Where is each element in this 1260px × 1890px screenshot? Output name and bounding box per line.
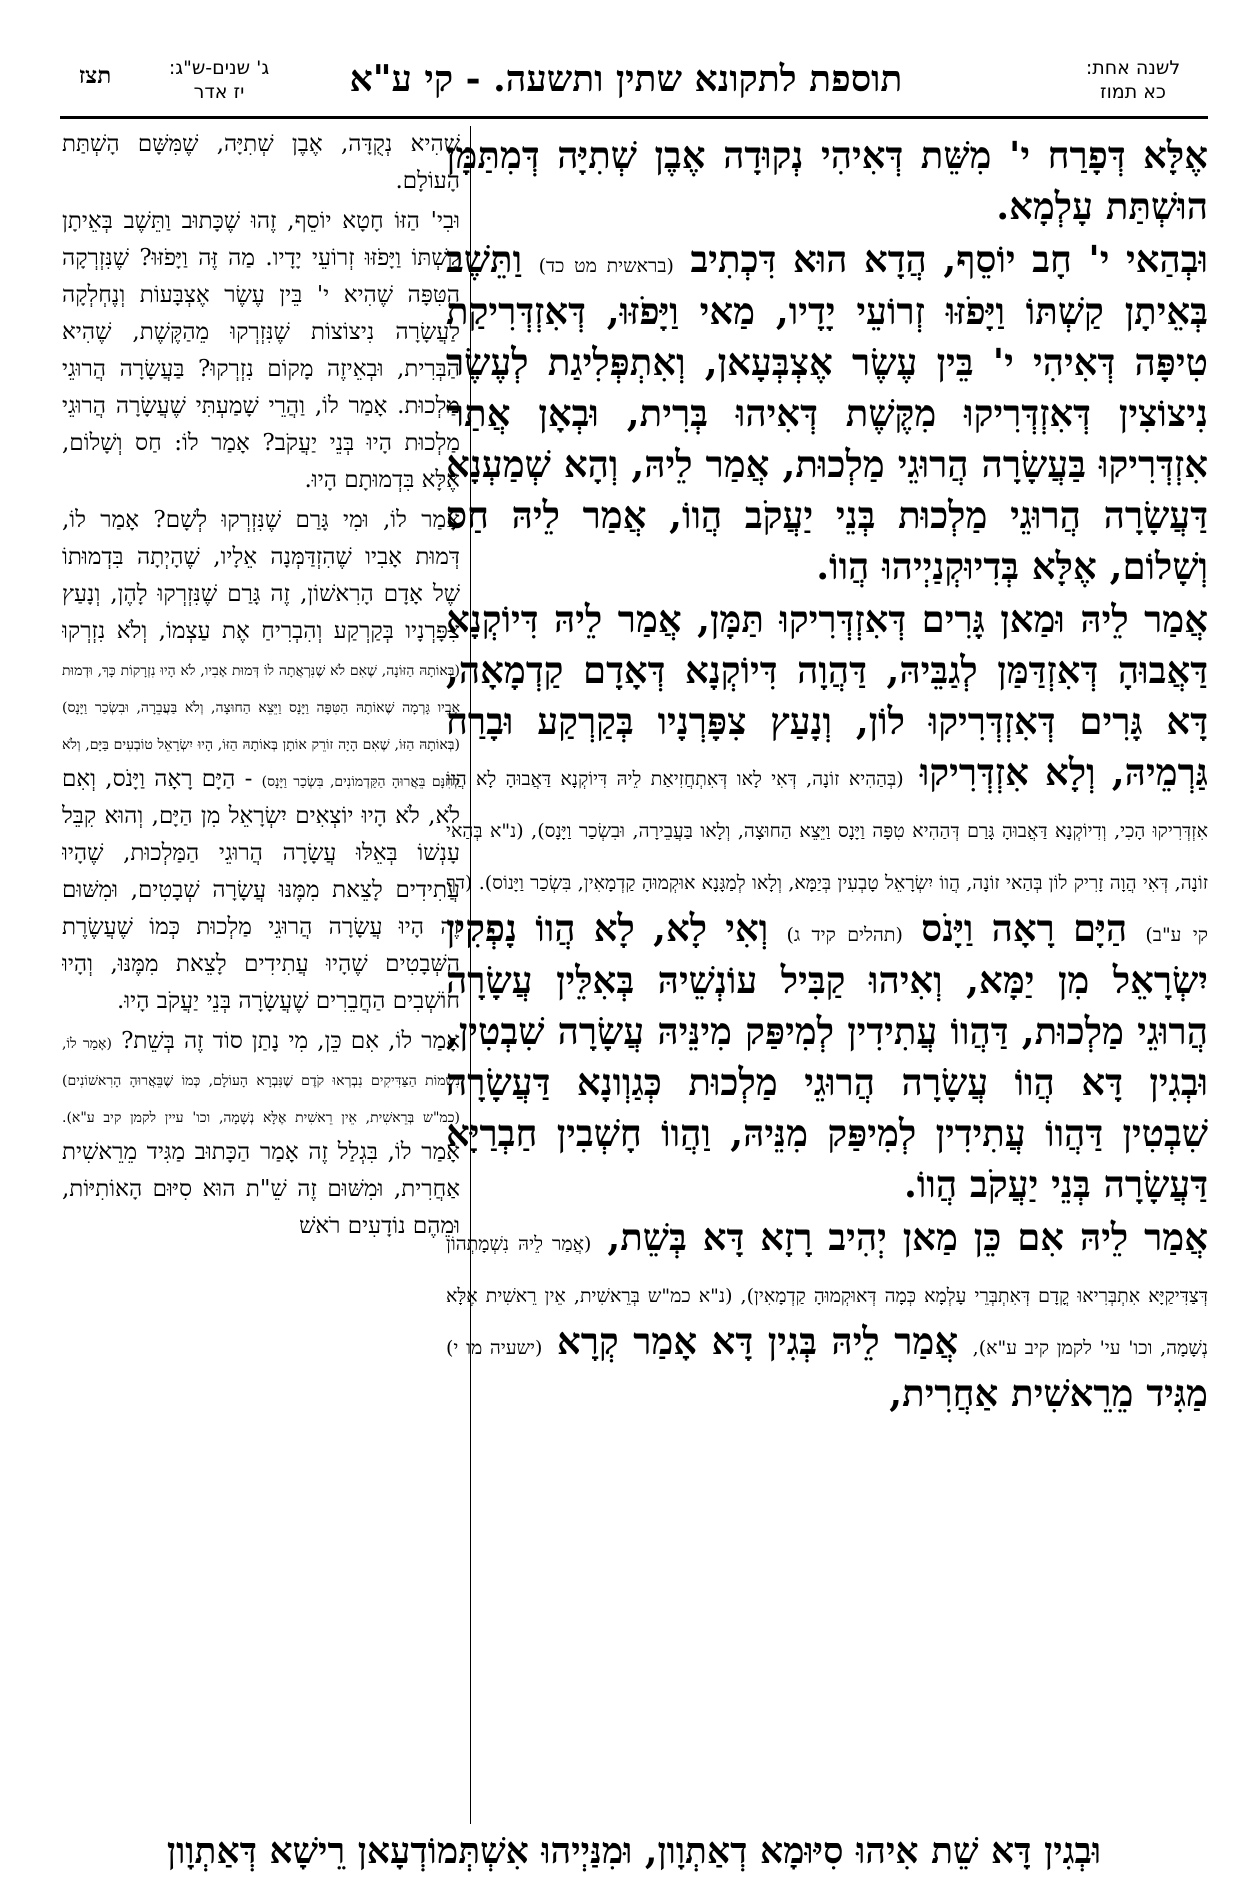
schedule-three-years-label: ג' שנים-ש"ג: [168, 57, 270, 79]
source-citation: (בראשית מט כד) [538, 255, 674, 277]
main-paragraph [446, 130, 1208, 232]
main-text: מַגִּיד מֵרֵאשִׁית אַחֲרִית, [889, 1371, 1208, 1415]
translation-note: (אָמַר לוֹ, נִשְׁמוֹת הַצַּדִּיקִים נִבְרְאוּ קֹדֶם שֶׁנִּבְרָא הָעוֹלָם, כְּמוֹ שֶׁבֵּאֲרוּהָ הָרִאשׁוֹנִים) (כמ"ש בְּרֵאשִׁית, אֵין רֵאשִׁית אֶלָּא נְשָׁמָה, וכו' עיין לקמן קיב ע"א). [62, 1036, 460, 1126]
main-text: אֲמַר לֵיהּ אִם כֵּן מַאן יְהִיב רָזָא דָּא בְּשֵׁת, [607, 1215, 1208, 1259]
translation-paragraph [62, 126, 460, 200]
translation-text: אָמַר לוֹ, וּמִי גָּרַם שֶׁנִּזְרְקוּ לְשָׁם? אָמַר לוֹ, דְּמוּת אָבִיו שֶׁהִזְדַּמְּנָה אֵלָיו, שֶׁהָיְתָה בִּדְמוּתוֹ שֶׁל אָדָם הָרִאשׁוֹן, זֶה גָּרַם שֶׁנִּזְרְקוּ לָהֶן, וְנָעַץ צִפָּרְנָיו בְּקַרְקַע וְהִבְרִיחַ אֶת עַצְמוֹ, וְלֹא נִזְרְקוּ [62, 507, 460, 644]
translation-paragraph [62, 1023, 460, 1245]
translation-note: (בְּאוֹתָהּ הַזּוֹנָה, שֶׁאִם לֹא שֶׁנִּרְאֲתָה לוֹ דְּמוּת אָבִיו, לֹא הָיוּ נִזְרָקוֹת כָּךְ, וּדְמוּת אָבִיו גָּרְמָה שֶׁאוֹתָהּ הַטִּפָּה וַיָּנָס וַיֵּצֵא הַחוּצָה, וְלֹא בַּעֲבֵרָה, וּבִשְׂכַר וַיָּנָס) (בְּאוֹתָהּ הַזּוֹ, שֶׁאִם הָיָה זוֹרֵק אוֹתָן בְּאוֹתָהּ הַזּוֹ, הָיוּ יִשְׂרָאֵל טוֹבְעִים בַּיָּם, וְלֹא לְחִנָּם בֵּאֲרוּהָ הַקַּדְמוֹנִים, בִּשְׂכַר וַיָּנָס) [62, 663, 460, 790]
schedule-three-years-date: יז אדר [193, 81, 245, 103]
page-header [60, 56, 1208, 112]
translation-text: - הַיָּם רָאָה וַיָּנֹס, וְאִם לֹא, לֹא הָיוּ יוֹצְאִים יִשְׂרָאֵל מִן הַיָּם, וְהוּא קִבֵּל עָנְשׁוֹ בְּאֵלּוּ עֲשָׂרָה הֲרוּגֵי הַמַּלְכוּת, שֶׁהָיוּ עֲתִידִים לָצֵאת מִמֶּנּוּ עֲשָׂרָה שְׁבָטִים, וּמִשּׁוּם זֶה הָיוּ עֲשָׂרָה הֲרוּגֵי מַלְכוּת כְּמוֹ שֶׁעֲשֶׂרֶת הַשְּׁבָטִים שֶׁהָיוּ עֲתִידִים לָצֵאת מִמֶּנּוּ, וְהָיוּ חוֹשְׁבִים הַחֲבֵרִים שֶׁעֲשָׂרָה בְּנֵי יַעֲקֹב הָיוּ. [62, 766, 460, 1014]
main-text: וְאִי לָא, לָא הֲווֹ נָפְקִין יִשְׂרָאֵל מִן יַמָּא, וְאִיהוּ קַבִּיל עוֹנְשֵׁיהּ בְּאִלֵּין עֲשָׂרָה הֲרוּגֵי מַלְכוּת, דַּהֲווֹ עֲתִידִין לְמִיפַּק מִינֵּיהּ עֲשָׂרָה שִׁבְטִין, וּבְגִין דָּא הֲווֹ עֲשָׂרָה הֲרוּגֵי מַלְכוּת כְּגַוְונָא דַּעֲשָׂרָה שִׁבְטִין דַּהֲווֹ עֲתִידִין לְמִיפַּק מִנֵּיהּ, וַהֲווֹ חָשְׁבִין חַבְרַיָּא דַּעֲשָׂרָה בְּנֵי יַעֲקֹב הֲווֹ. [446, 906, 1208, 1206]
main-paragraph [446, 594, 1208, 1210]
translation-paragraph [62, 502, 460, 1020]
main-text: הַיָּם רָאָה וַיָּנֹס [921, 906, 1128, 950]
main-text: וּבְהַאי י' חָב יוֹסֵף, הֲדָא הוּא דִּכְתִיב [690, 237, 1208, 281]
page-number: תצז [78, 62, 112, 89]
main-text: אֲמַר לֵיהּ וּמַאן גָּרִים דְּאִזְדְּרִיקוּ תַּמָּן, אֲמַר לֵיהּ דִּיוֹקְנָא דַּאֲבוּהָ דְּאִזְדַּמַּן לְגַבֵּיהּ, דַּהֲוָה דִּיוֹקְנָא דְּאָדָם קַדְמָאָה, דָּא גָּרִים דְּאִזְדְּרִיקוּ לוֹן, וְנָעַץ צִפָּרְנָיו בְּקַרְקַע וּבָרַח גַּרְמֵיהּ, וְלָא אִזְדְּרִיקוּ [446, 597, 1208, 794]
main-text: אֶלָּא דְּפָרַח י' מִשֵּׁת דְּאִיהִי נְקוּדָה אֶבֶן שְׁתִיָּה דְּמִתַּמָּן הוּשְׁתַּת עָלְמָא. [446, 133, 1208, 228]
header-divider [60, 116, 1208, 119]
main-text-column [446, 130, 1208, 1826]
schedule-one-year-date: כא תמוז [1100, 81, 1166, 103]
main-paragraph [446, 234, 1208, 592]
inline-note: (בְּהַהִיא זוֹנָה, דְּאִי לָאו דְּאִתְחֲזִיאַת לֵיהּ דִּיוֹקְנָא דַּאֲבוּהָ לָא הֲווֹ אִזְדְּרִיקוּ הָכִי, וְדִיוֹקְנָא דַּאֲבוּהָ גָּרַם דְּהַהִיא טִפָּה וַיָּנָס וַיֵּצֵא הַחוּצָה, וְלָאו בַּעֲבֵירָה, וּבִשְׂכַר וַיָּנָס), (נ"א בְּהַאי זוֹנָה, דְּאִי הֲוָה זָרִיק לוֹן בְּהַאי זוֹנָה, הֲווֹ יִשְׂרָאֵל טָבְעִין בְּיַמָּא, וְלָאו לְמַגָּנָא אוּקְמוּהָ קַדְמָאִין, בִּשְׂכַר וַיָּנוֹס). (דף קי ע"ב) [446, 768, 1208, 946]
page-title: תוספת לתקונא שתין ותשעה. - קי ע"א [349, 58, 903, 100]
inline-note: (אֲמַר לֵיהּ נִשְׁמָתְהוֹן דְּצַדִּיקַיָּא אִתְבְּרִיאוּ קֳדָם דְּאִתְבְּרֵי עָלְמָא כְּמָה דְּאוּקְמוּהָ קַדְמָאִין), (נ"א כמ"ש בְּרֵאשִׁית, אֵין רֵאשִׁית אֶלָּא נְשָׁמָה, וכו' עי' לקמן קיב ע"א), [446, 1233, 1208, 1359]
main-text: וַתֵּשֶׁב בְּאֵיתָן קַשְׁתּוֹ וַיָּפֹזּוּ זְרוֹעֵי יָדָיו, מַאי וַיָּפֹזּוּ, דְּאִזְדְּרִיקַת טִיפָּה דְּאִיהִי י' בֵּין עֶשֶׂר אֶצְבְּעָאן, וְאִתְפְּלִיגַת לְעֶשֶׂר נִיצוֹצִין דְּאִזְדְּרִיקוּ מִקֶּשֶׁת דְּאִיהוּ בְּרִית, וּבְאָן אֲתַר אִזְדְּרִיקוּ בַּעֲשָׂרָה הֲרוּגֵי מַלְכוּת, אֲמַר לֵיהּ, וְהָא שְׁמַעְנָא דַּעֲשָׂרָה הֲרוּגֵי מַלְכוּת בְּנֵי יַעֲקֹב הֲווֹ, אֲמַר לֵיהּ חַס וְשָׁלוֹם, אֶלָּא בְּדִיוּקְנַיְיהוּ הֲווֹ. [446, 237, 1208, 588]
translation-column [62, 126, 460, 1824]
schedule-three-years [144, 56, 294, 104]
schedule-one-year [1058, 56, 1208, 104]
bottom-line: וּבְגִין דָּא שֵׁת אִיהוּ סִיּוּמָא דְאַתְוָון, וּמִנַּיְיהוּ אִשְׁתְּמוֹדְעָאן רֵישָׁא דְּאַתְוָון [166, 1830, 1102, 1872]
translation-text: שֶׁהִיא נְקֻדָּה, אֶבֶן שְׁתִיָּה, שֶׁמִּשָּׁם הָשְׁתַּת הָעוֹלָם. [62, 131, 460, 194]
source-citation: (ישעיה מו י) [446, 1337, 543, 1359]
main-paragraph [446, 1212, 1208, 1419]
translation-text: אָמַר לוֹ, בִּגְלַל זֶה אָמַר הַכָּתוּב מַגִּיד מֵרֵאשִׁית אַחֲרִית, וּמִשּׁוּם זֶה שֵׁ"ת הוּא סִיּוּם הָאוֹתִיּוֹת, וּמֵהֶם נוֹדָעִים רֹאשׁ [62, 1139, 460, 1239]
source-citation: (תהלים קיד ג) [786, 924, 903, 946]
translation-text: וּבִי' הַזּוֹ חָטָא יוֹסֵף, זֶהוּ שֶׁכָּתוּב וַתֵּשֶׁב בְּאֵיתָן קַשְׁתּוֹ וַיָּפֹזּוּ זְרוֹעֵי יָדָיו. מַה זֶּה וַיָּפֹזּוּ? שֶׁנִּזְרְקָה הַטִּפָּה שֶׁהִיא י' בֵּין עֶשֶׂר אֶצְבָּעוֹת וְנֶחְלְקָה לַעֲשָׂרָה נִיצוֹצוֹת שֶׁנִּזְרְקוּ מֵהַקֶּשֶׁת, שֶׁהִיא הַבְּרִית, וּבְאֵיזֶה מָקוֹם נִזְרְקוּ? בַּעֲשָׂרָה הֲרוּגֵי מַלְכוּת. אָמַר לוֹ, וַהֲרֵי שָׁמַעְתִּי שֶׁעֲשָׂרָה הֲרוּגֵי מַלְכוּת הָיוּ בְּנֵי יַעֲקֹב? אָמַר לוֹ: חַס וְשָׁלוֹם, אֶלָּא בִּדְמוּתָם הָיוּ. [62, 208, 460, 493]
main-text: אֲמַר לֵיהּ בְּגִין דָּא אָמַר קְרָא [556, 1319, 959, 1363]
schedule-one-year-label: לשנה אחת: [1085, 57, 1181, 79]
translation-text: אָמַר לוֹ, אִם כֵּן, מִי נָתַן סוֹד זֶה בְּשֵׁת? [121, 1028, 460, 1054]
translation-paragraph [62, 203, 460, 499]
